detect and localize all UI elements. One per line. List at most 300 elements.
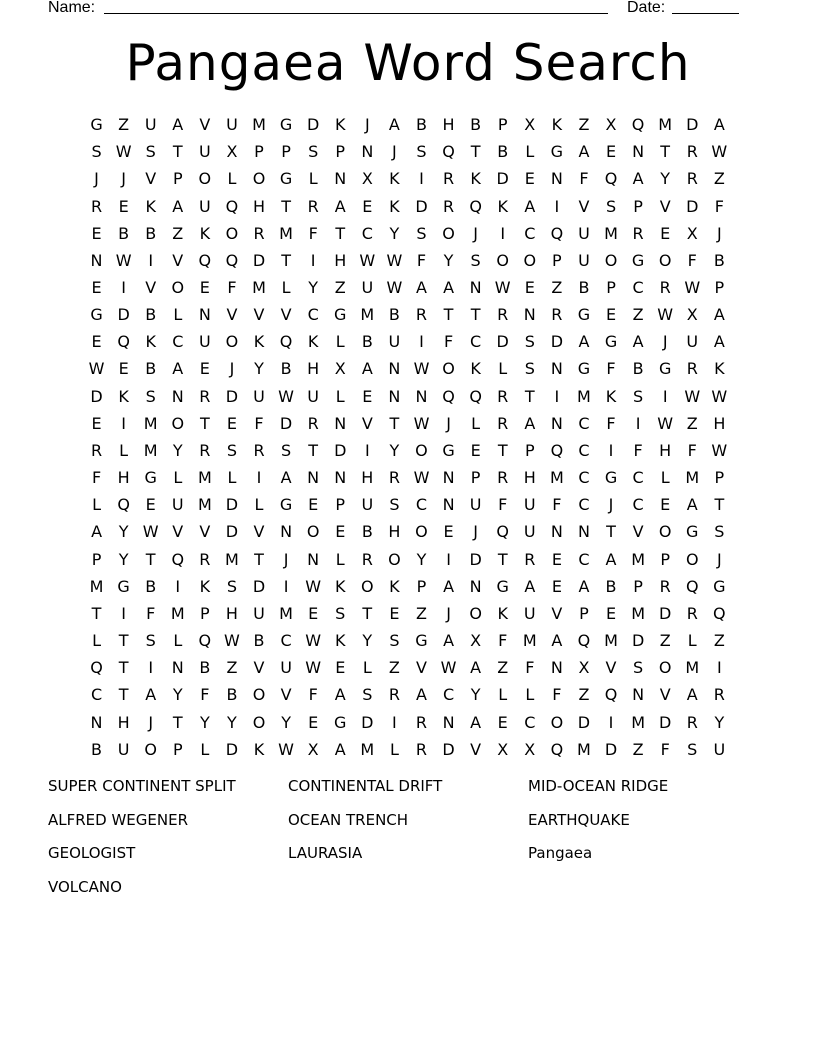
grid-letter: A <box>578 332 590 352</box>
grid-letter: L <box>389 739 399 759</box>
grid-letter: A <box>524 576 536 596</box>
grid-letter: K <box>605 386 617 406</box>
grid-letter: P <box>606 278 616 298</box>
grid-letter: S <box>416 223 427 243</box>
grid-letter: D <box>604 739 618 759</box>
grid-letter: V <box>145 169 157 189</box>
grid-letter: O <box>604 250 618 270</box>
grid-letter: E <box>389 603 400 623</box>
grid-letter: Q <box>550 223 564 243</box>
grid-letter: R <box>659 576 671 596</box>
grid-letter: G <box>279 115 293 135</box>
grid-letter: R <box>497 413 509 433</box>
grid-letter: K <box>253 739 265 759</box>
grid-row <box>83 274 733 301</box>
grid-row <box>83 627 733 654</box>
grid-letter: H <box>361 468 374 488</box>
word-list-item: CONTINENTAL DRIFT <box>288 777 443 795</box>
grid-letter: N <box>307 468 320 488</box>
grid-letter: C <box>524 223 536 243</box>
grid-letter: K <box>389 169 400 189</box>
grid-row <box>83 111 733 138</box>
grid-letter: Y <box>308 278 319 298</box>
grid-letter: O <box>442 223 455 243</box>
grid-letter: Q <box>279 332 293 352</box>
grid-letter: O <box>198 169 212 189</box>
grid-letter: R <box>253 223 265 243</box>
grid-letter: V <box>632 522 644 542</box>
grid-letter: I <box>310 250 316 270</box>
grid-letter: M <box>360 305 375 325</box>
grid-letter: X <box>334 359 346 379</box>
grid-letter: Z <box>686 413 698 433</box>
grid-letter: A <box>524 413 536 433</box>
grid-letter: I <box>256 468 262 488</box>
grid-letter: O <box>171 413 185 433</box>
grid-letter: U <box>578 223 590 243</box>
grid-letter: F <box>200 685 210 705</box>
grid-letter: S <box>281 440 292 460</box>
grid-letter: P <box>172 739 183 759</box>
grid-letter: M <box>279 603 293 623</box>
grid-letter: Y <box>416 549 427 569</box>
grid-letter: I <box>392 712 397 732</box>
grid-letter: X <box>497 739 509 759</box>
grid-letter: P <box>172 169 183 189</box>
grid-letter: S <box>389 495 400 515</box>
grid-letter: N <box>307 549 320 569</box>
grid-letter: W <box>115 250 132 270</box>
grid-letter: K <box>334 115 346 135</box>
grid-letter: Y <box>227 712 237 732</box>
grid-letter: N <box>442 495 455 515</box>
grid-letter: U <box>198 142 211 162</box>
grid-letter: O <box>171 278 185 298</box>
grid-letter: W <box>413 468 430 488</box>
grid-letter: V <box>253 658 265 678</box>
grid-letter: W <box>278 386 294 406</box>
grid-letter: H <box>307 359 320 379</box>
grid-letter: B <box>226 685 238 705</box>
grid-letter: G <box>631 250 645 270</box>
grid-letter: K <box>118 386 129 406</box>
grid-letter: Z <box>118 115 130 135</box>
grid-letter: Q <box>550 440 564 460</box>
grid-letter: I <box>419 169 424 189</box>
grid-letter: M <box>685 468 700 488</box>
grid-letter: S <box>633 658 644 678</box>
grid-letter: N <box>388 386 401 406</box>
grid-letter: G <box>496 576 509 596</box>
grid-letter: M <box>577 739 591 759</box>
grid-letter: L <box>525 142 535 162</box>
grid-letter: R <box>686 359 698 379</box>
grid-letter: A <box>416 685 427 705</box>
grid-letter: V <box>199 522 211 542</box>
grid-letter: K <box>389 576 400 596</box>
grid-letter: H <box>442 115 455 135</box>
grid-letter: X <box>605 115 617 135</box>
grid-letter: N <box>415 386 428 406</box>
grid-letter: V <box>226 305 238 325</box>
grid-letter: E <box>660 495 671 515</box>
grid-letter: I <box>608 440 614 460</box>
grid-letter: A <box>686 495 698 515</box>
grid-letter: L <box>308 169 318 189</box>
grid-letter: B <box>605 576 617 596</box>
grid-letter: N <box>334 169 347 189</box>
grid-letter: V <box>578 196 590 216</box>
grid-letter: Z <box>713 169 725 189</box>
grid-letter: R <box>713 685 725 705</box>
grid-letter: Q <box>171 549 185 569</box>
grid-row <box>83 355 733 382</box>
grid-letter: J <box>473 223 478 243</box>
grid-letter: V <box>280 685 292 705</box>
grid-letter: E <box>362 196 373 216</box>
grid-letter: S <box>714 522 725 542</box>
grid-letter: R <box>442 169 455 189</box>
grid-letter: L <box>687 631 697 651</box>
grid-letter: O <box>685 549 699 569</box>
grid-letter: O <box>496 250 509 270</box>
grid-letter: G <box>279 169 293 189</box>
grid-letter: O <box>523 250 537 270</box>
grid-letter: F <box>606 359 616 379</box>
grid-letter: A <box>145 685 157 705</box>
grid-letter: X <box>578 658 590 678</box>
grid-letter: T <box>91 603 102 623</box>
grid-letter: O <box>658 658 672 678</box>
grid-letter: P <box>579 603 589 623</box>
grid-letter: T <box>362 603 373 623</box>
grid-letter: E <box>605 603 617 623</box>
grid-letter: I <box>608 712 614 732</box>
grid-letter: T <box>118 658 129 678</box>
grid-letter: Q <box>90 658 103 678</box>
grid-letter: C <box>578 549 590 569</box>
grid-letter: M <box>685 658 700 678</box>
grid-letter: P <box>91 549 102 569</box>
grid-letter: C <box>578 468 590 488</box>
grid-letter: R <box>686 142 698 162</box>
grid-letter: Q <box>604 169 618 189</box>
grid-letter: M <box>658 115 673 135</box>
grid-letter: U <box>226 115 238 135</box>
grid-letter: I <box>121 413 126 433</box>
grid-letter: K <box>199 223 211 243</box>
grid-letter: M <box>143 440 158 460</box>
grid-letter: H <box>334 250 347 270</box>
grid-letter: G <box>577 359 591 379</box>
word-list-item: MID-OCEAN RIDGE <box>528 777 669 795</box>
grid-letter: S <box>362 685 373 705</box>
grid-letter: S <box>633 386 644 406</box>
grid-letter: T <box>497 440 508 460</box>
grid-letter: M <box>143 413 158 433</box>
grid-letter: G <box>577 305 591 325</box>
grid-letter: E <box>335 522 346 542</box>
grid-letter: S <box>145 142 156 162</box>
grid-letter: X <box>470 631 482 651</box>
grid-letter: Q <box>631 115 645 135</box>
grid-letter: P <box>714 278 725 298</box>
grid-letter: G <box>279 495 293 515</box>
grid-row <box>83 708 733 735</box>
grid-letter: D <box>252 576 266 596</box>
grid-letter: A <box>578 142 590 162</box>
grid-letter: Y <box>389 440 400 460</box>
grid-letter: C <box>442 685 455 705</box>
grid-letter: M <box>604 223 618 243</box>
grid-letter: F <box>633 440 643 460</box>
grid-letter: D <box>686 196 699 216</box>
grid-letter: M <box>252 278 266 298</box>
grid-letter: D <box>307 115 320 135</box>
grid-letter: J <box>662 332 668 352</box>
grid-letter: O <box>361 576 374 596</box>
grid-letter: Q <box>469 196 482 216</box>
grid-letter: B <box>578 278 590 298</box>
grid-letter: O <box>252 685 266 705</box>
grid-letter: F <box>308 223 318 243</box>
grid-letter: U <box>523 495 536 515</box>
date-blank-line <box>672 0 739 14</box>
grid-letter: L <box>660 468 670 488</box>
grid-letter: A <box>416 278 427 298</box>
grid-letter: G <box>604 332 618 352</box>
grid-letter: W <box>305 658 322 678</box>
grid-letter: I <box>446 549 451 569</box>
grid-letter: B <box>145 305 157 325</box>
grid-letter: E <box>91 223 102 243</box>
grid-letter: V <box>470 739 482 759</box>
grid-letter: R <box>90 196 103 216</box>
grid-letter: D <box>442 739 455 759</box>
grid-letter: E <box>118 196 129 216</box>
grid-letter: M <box>360 739 375 759</box>
grid-letter: M <box>197 495 212 515</box>
grid-letter: A <box>605 549 617 569</box>
grid-letter: R <box>307 196 319 216</box>
grid-letter: Y <box>660 169 671 189</box>
grid-letter: G <box>334 712 347 732</box>
grid-letter: F <box>443 332 454 352</box>
grid-letter: M <box>170 603 185 623</box>
grid-letter: Y <box>254 359 264 379</box>
grid-letter: Q <box>685 576 699 596</box>
grid-letter: C <box>361 223 373 243</box>
grid-letter: S <box>416 142 427 162</box>
grid-letter: C <box>90 685 103 705</box>
grid-letter: Z <box>172 223 184 243</box>
grid-letter: R <box>497 386 509 406</box>
grid-letter: I <box>635 413 641 433</box>
grid-letter: A <box>632 332 644 352</box>
grid-letter: T <box>281 196 291 216</box>
grid-row <box>83 410 733 437</box>
grid-letter: N <box>523 305 536 325</box>
grid-letter: N <box>90 712 103 732</box>
grid-letter: U <box>280 658 292 678</box>
grid-letter: T <box>335 223 346 243</box>
word-list-item: SUPER CONTINENT SPLIT <box>48 777 236 795</box>
grid-letter: R <box>415 739 428 759</box>
grid-letter: F <box>579 169 589 189</box>
grid-letter: A <box>713 115 725 135</box>
grid-letter: Z <box>578 685 590 705</box>
grid-letter: J <box>473 522 478 542</box>
grid-letter: A <box>551 631 563 651</box>
grid-letter: B <box>199 658 211 678</box>
grid-letter: L <box>362 658 372 678</box>
grid-letter: T <box>470 305 481 325</box>
grid-letter: B <box>361 332 373 352</box>
grid-letter: W <box>657 305 674 325</box>
grid-letter: L <box>254 495 264 515</box>
grid-letter: W <box>88 359 105 379</box>
grid-letter: V <box>172 522 184 542</box>
grid-letter: C <box>632 278 644 298</box>
grid-letter: A <box>443 631 455 651</box>
grid-letter: H <box>713 413 726 433</box>
word-list-item: EARTHQUAKE <box>528 810 630 829</box>
grid-letter: X <box>226 142 238 162</box>
grid-letter: R <box>686 603 698 623</box>
grid-letter: K <box>199 576 211 596</box>
grid-letter: R <box>632 223 644 243</box>
grid-letter: A <box>388 115 400 135</box>
grid-letter: O <box>144 739 157 759</box>
grid-letter: C <box>172 332 184 352</box>
grid-letter: N <box>550 413 563 433</box>
page-title: Pangaea Word Search <box>125 34 691 92</box>
grid-letter: Y <box>172 685 183 705</box>
grid-letter: K <box>470 359 481 379</box>
grid-letter: E <box>551 549 562 569</box>
grid-letter: T <box>389 413 400 433</box>
grid-letter: A <box>524 196 536 216</box>
grid-letter: Z <box>497 658 509 678</box>
grid-letter: O <box>658 522 672 542</box>
grid-letter: Z <box>388 658 400 678</box>
grid-letter: N <box>442 468 455 488</box>
grid-letter: S <box>389 631 400 651</box>
grid-letter: D <box>225 386 239 406</box>
grid-letter: G <box>604 468 618 488</box>
grid-letter: J <box>446 603 451 623</box>
grid-letter: N <box>171 386 184 406</box>
grid-letter: N <box>469 576 482 596</box>
name-blank-line <box>104 0 608 14</box>
grid-letter: N <box>632 142 645 162</box>
grid-letter: N <box>361 142 374 162</box>
grid-letter: O <box>225 332 239 352</box>
grid-letter: Q <box>225 196 239 216</box>
grid-letter: A <box>334 685 346 705</box>
grid-letter: N <box>388 359 401 379</box>
grid-letter: L <box>173 305 183 325</box>
grid-letter: V <box>551 603 563 623</box>
grid-letter: E <box>199 278 210 298</box>
grid-letter: N <box>550 359 563 379</box>
grid-letter: H <box>225 603 238 623</box>
grid-letter: Y <box>118 549 129 569</box>
grid-letter: G <box>90 115 103 135</box>
grid-letter: R <box>199 549 211 569</box>
grid-letter: E <box>308 712 319 732</box>
grid-letter: Q <box>604 685 618 705</box>
grid-letter: E <box>524 278 535 298</box>
grid-letter: C <box>578 440 590 460</box>
grid-letter: J <box>608 495 614 515</box>
grid-letter: V <box>416 658 427 678</box>
grid-letter: L <box>471 413 481 433</box>
grid-letter: M <box>604 631 618 651</box>
grid-letter: R <box>361 549 373 569</box>
grid-letter: R <box>90 440 103 460</box>
grid-letter: G <box>550 142 564 162</box>
grid-letter: U <box>713 739 726 759</box>
grid-letter: F <box>498 495 508 515</box>
grid-letter: S <box>524 332 535 352</box>
grid-letter: A <box>280 468 292 488</box>
grid-letter: Y <box>714 712 725 732</box>
grid-letter: F <box>687 250 697 270</box>
grid-letter: C <box>632 468 644 488</box>
grid-letter: G <box>658 359 672 379</box>
grid-letter: F <box>416 250 427 270</box>
grid-letter: K <box>470 169 481 189</box>
grid-letter: L <box>525 685 535 705</box>
grid-letter: E <box>226 413 237 433</box>
grid-letter: H <box>252 196 266 216</box>
grid-letter: R <box>686 712 698 732</box>
grid-letter: F <box>714 196 724 216</box>
grid-letter: R <box>307 413 319 433</box>
grid-letter: H <box>117 712 130 732</box>
grid-letter: V <box>361 413 373 433</box>
grid-letter: Y <box>389 223 400 243</box>
name-label: Name: <box>48 0 96 16</box>
grid-letter: E <box>362 386 373 406</box>
grid-letter: P <box>633 196 643 216</box>
grid-letter: Y <box>470 685 481 705</box>
grid-letter: R <box>524 549 536 569</box>
grid-letter: W <box>711 440 728 460</box>
grid-letter: H <box>117 468 130 488</box>
grid-letter: P <box>552 250 562 270</box>
grid-letter: U <box>686 332 699 352</box>
grid-letter: S <box>470 250 481 270</box>
header-line <box>48 0 748 20</box>
grid-letter: Q <box>442 386 455 406</box>
grid-letter: W <box>684 386 701 406</box>
grid-letter: B <box>145 223 157 243</box>
grid-letter: X <box>686 223 698 243</box>
grid-letter: E <box>335 658 346 678</box>
grid-letter: Q <box>469 386 482 406</box>
grid-letter: C <box>578 413 590 433</box>
grid-letter: D <box>550 332 564 352</box>
grid-letter: M <box>631 712 645 732</box>
grid-letter: M <box>252 115 266 135</box>
grid-letter: U <box>523 603 536 623</box>
grid-letter: M <box>577 386 591 406</box>
grid-row <box>83 301 733 328</box>
grid-row <box>83 518 733 545</box>
grid-letter: Q <box>225 250 239 270</box>
